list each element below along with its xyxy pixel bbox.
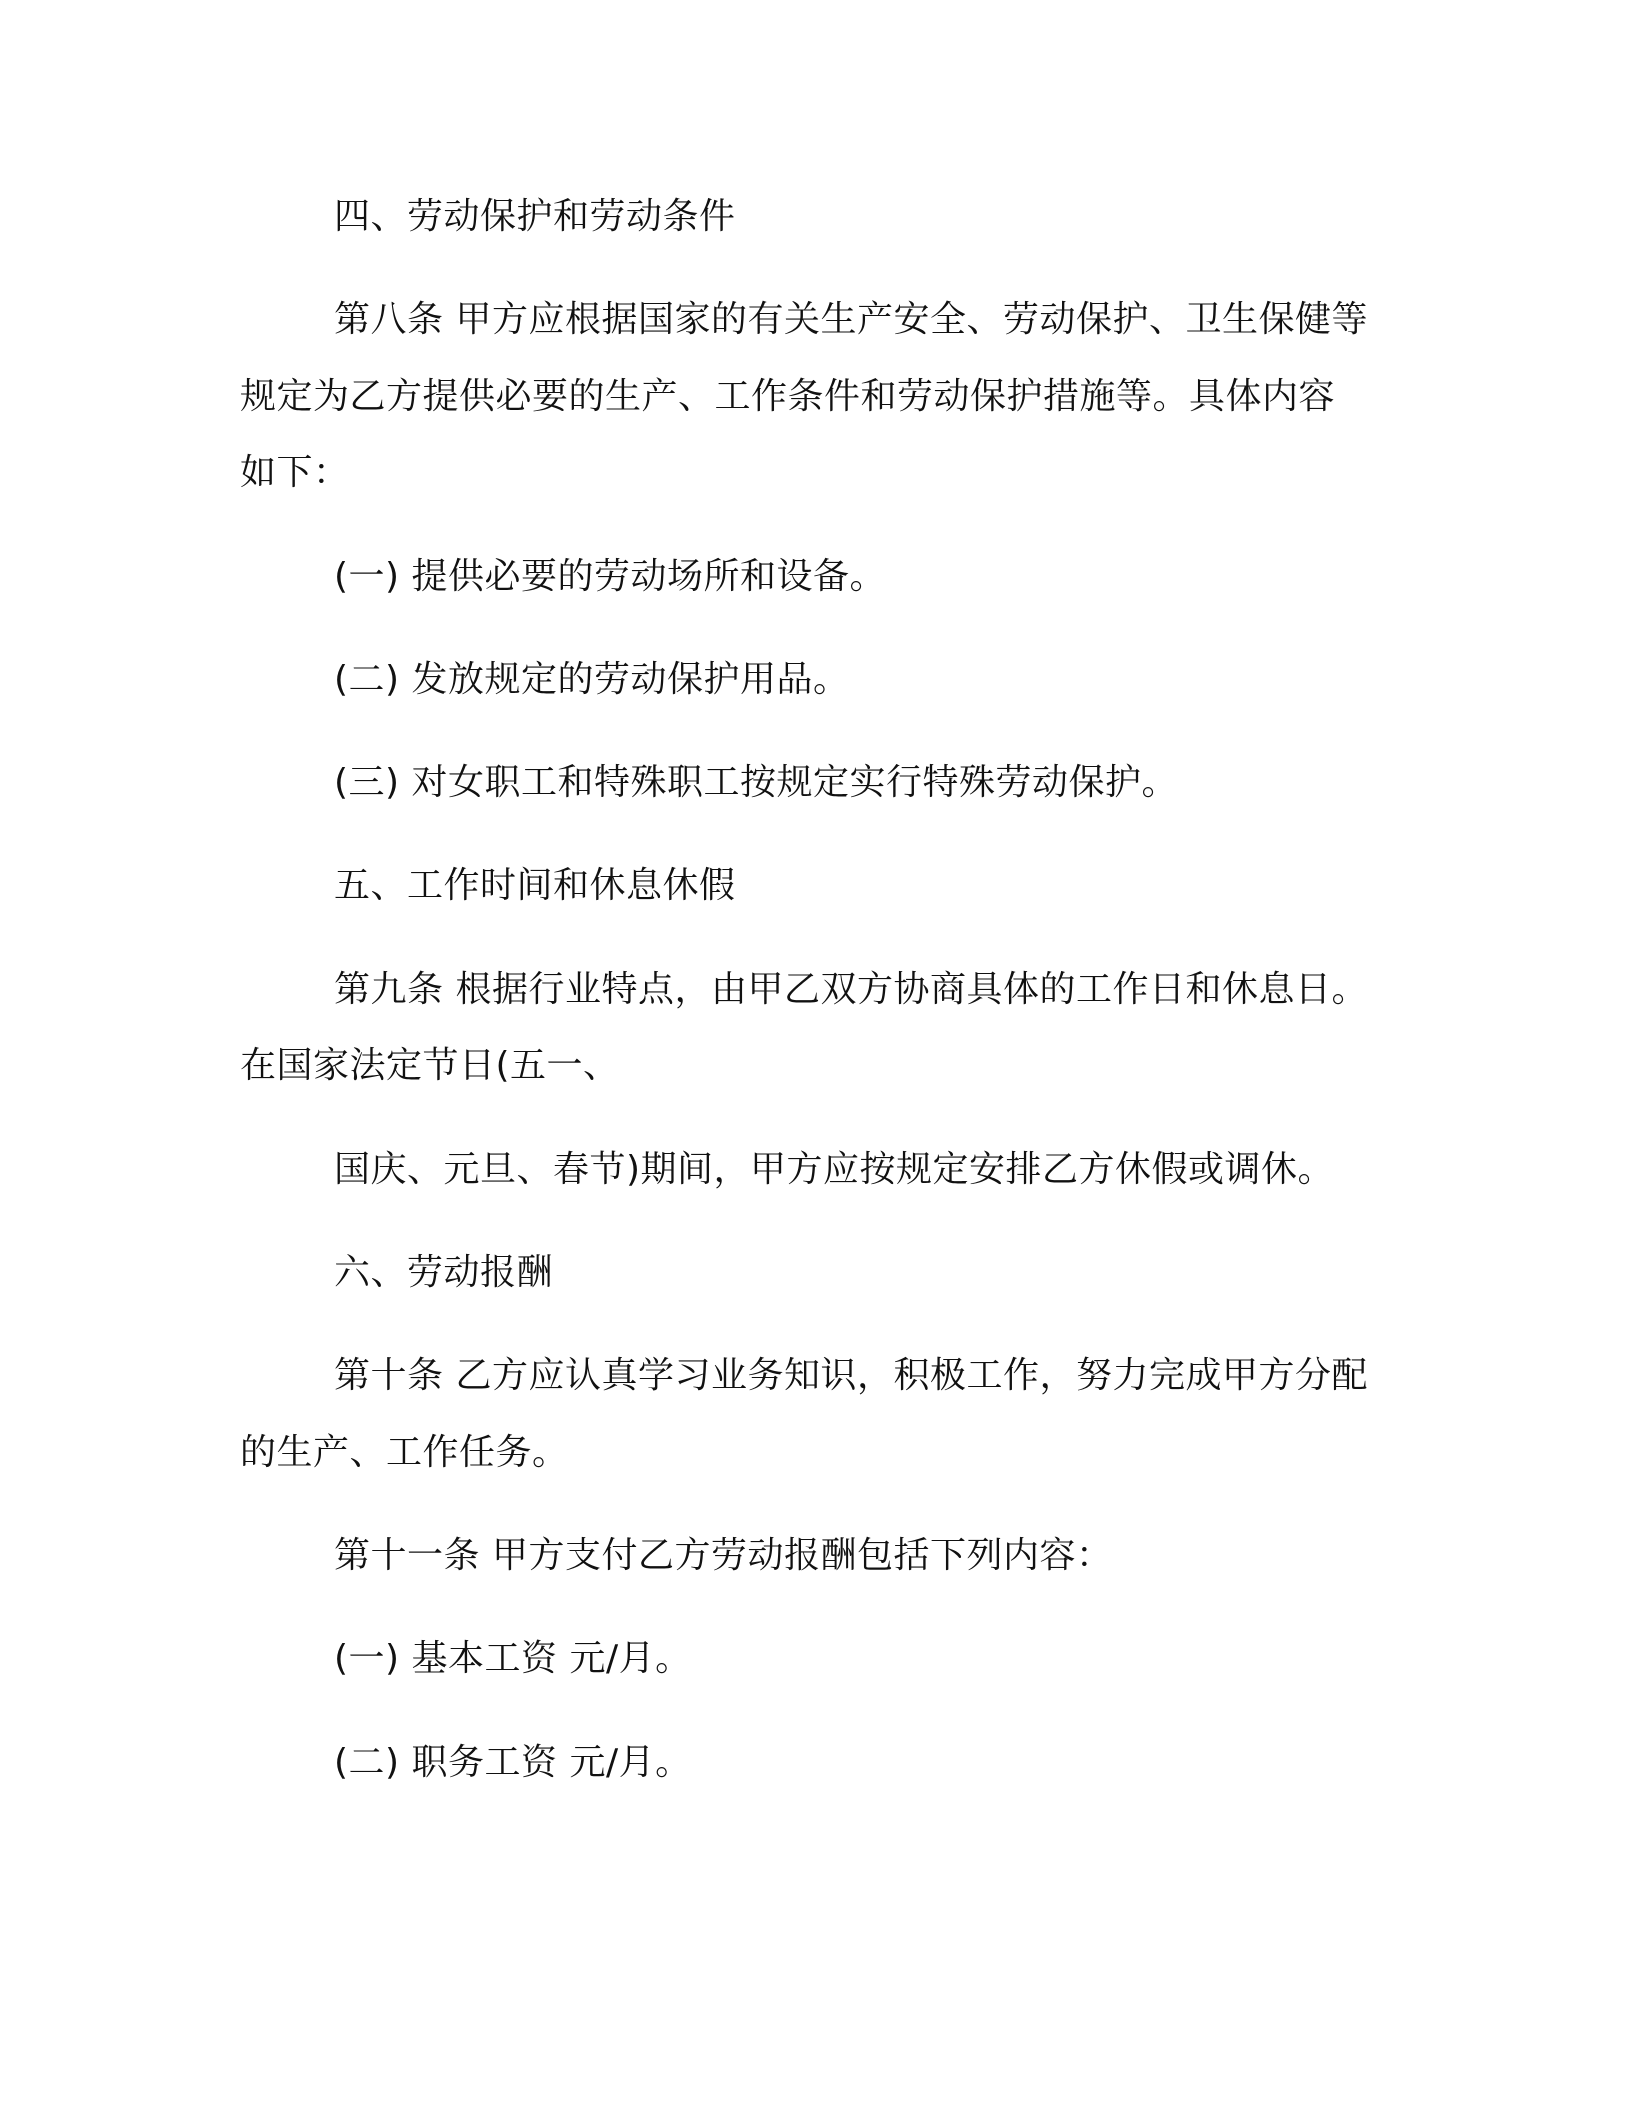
section-heading-labor-protection: 四、劳动保护和劳动条件: [334, 196, 736, 237]
section-heading-remuneration: 六、劳动报酬: [334, 1252, 554, 1293]
list-item-3: (三) 对女职工和特殊职工按规定实行特殊劳动保护。: [334, 762, 1179, 803]
article-11-intro: 第十一条 甲方支付乙方劳动报酬包括下列内容：: [334, 1535, 1113, 1576]
list-item-2: (二) 发放规定的劳动保护用品。: [334, 659, 850, 700]
article-8-line-1: 第八条 甲方应根据国家的有关生产安全、劳动保护、卫生保健等: [334, 299, 1368, 340]
list-item-1: (一) 提供必要的劳动场所和设备。: [334, 556, 887, 597]
article-9-line-3: 国庆、元旦、春节)期间，甲方应按规定安排乙方休假或调休。: [334, 1149, 1335, 1190]
wage-item-basic: (一) 基本工资 元/月。: [334, 1638, 692, 1679]
article-10-line-1: 第十条 乙方应认真学习业务知识，积极工作，努力完成甲方分配: [334, 1355, 1368, 1396]
wage-item-position: (二) 职务工资 元/月。: [334, 1742, 692, 1783]
article-8-line-2: 规定为乙方提供必要的生产、工作条件和劳动保护措施等。具体内容: [240, 376, 1336, 417]
section-heading-working-hours: 五、工作时间和休息休假: [334, 865, 736, 906]
article-10-line-2: 的生产、工作任务。: [240, 1432, 569, 1473]
article-9-line-1: 第九条 根据行业特点，由甲乙双方协商具体的工作日和休息日。: [334, 969, 1368, 1010]
article-9-line-2: 在国家法定节日(五一、: [240, 1045, 620, 1086]
article-8-line-3: 如下：: [240, 452, 350, 493]
